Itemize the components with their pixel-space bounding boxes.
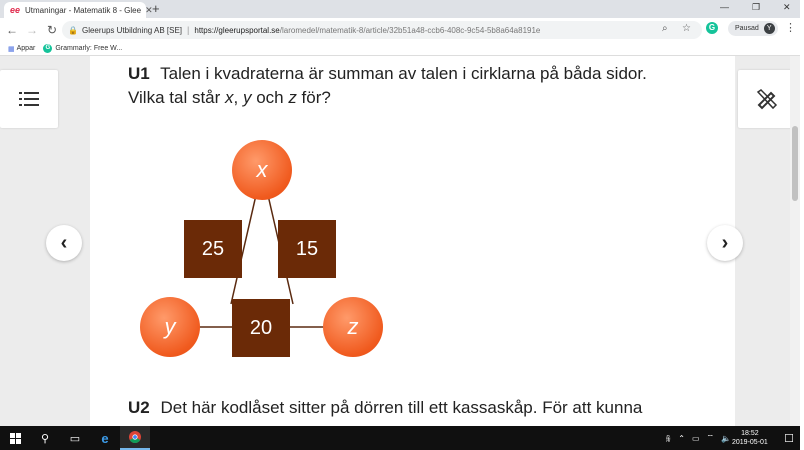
profile-status: Pausad bbox=[735, 25, 759, 32]
search-icon: ⚲ bbox=[40, 432, 50, 445]
variable-y: y bbox=[242, 88, 252, 107]
address-bar[interactable] bbox=[62, 21, 702, 39]
bookmarks-bar bbox=[0, 42, 800, 56]
clock-time: 18:52 bbox=[741, 430, 759, 437]
start-button[interactable] bbox=[0, 426, 30, 450]
chrome-taskbar-button[interactable] bbox=[120, 426, 150, 450]
tab-title: Utmaningar - Matematik 8 - Glee bbox=[25, 5, 142, 15]
separator: , bbox=[233, 88, 243, 107]
question-text: Vilka tal står bbox=[128, 88, 226, 107]
minimize-window-button[interactable]: — bbox=[720, 2, 729, 12]
search-button[interactable] bbox=[30, 426, 60, 450]
circle-z: z bbox=[323, 297, 383, 357]
chevron-right-icon: › bbox=[721, 231, 729, 254]
close-tab-icon[interactable]: ✕ bbox=[145, 4, 153, 15]
bookmark-grammarly[interactable] bbox=[43, 44, 122, 53]
chrome-icon bbox=[129, 431, 141, 443]
url-text[interactable] bbox=[194, 26, 540, 35]
scrollbar-thumb[interactable] bbox=[792, 126, 798, 201]
close-window-button[interactable]: ✕ bbox=[783, 2, 791, 12]
previous-page-button[interactable] bbox=[46, 225, 82, 261]
question-number: U1 bbox=[128, 64, 150, 83]
separator: och bbox=[251, 88, 289, 107]
battery-icon[interactable]: ▭ bbox=[691, 433, 700, 443]
tools-button[interactable] bbox=[738, 70, 796, 128]
circle-y: y bbox=[140, 297, 200, 357]
circle-x: x bbox=[232, 140, 292, 200]
site-favicon-icon: ee bbox=[10, 5, 21, 15]
network-icon[interactable]: ⌔ bbox=[706, 433, 715, 442]
task-view-button[interactable] bbox=[60, 426, 90, 450]
show-hidden-icons-icon[interactable]: ⌃ bbox=[678, 433, 685, 443]
page-viewport bbox=[0, 56, 800, 426]
windows-taskbar bbox=[0, 426, 800, 450]
new-tab-button[interactable]: + bbox=[152, 1, 160, 16]
hamburger-menu-icon bbox=[19, 91, 39, 107]
volume-icon[interactable]: 🔈 bbox=[721, 433, 732, 443]
bookmark-label: Grammarly: Free W... bbox=[55, 45, 123, 52]
bookmark-label: Appar bbox=[16, 45, 36, 52]
pencil-ruler-icon bbox=[755, 87, 779, 111]
clock-date: 2019-05-01 bbox=[732, 439, 768, 446]
box-20: 20 bbox=[232, 299, 290, 357]
windows-logo-icon bbox=[10, 433, 21, 444]
edge-icon: e bbox=[101, 430, 109, 446]
menu-button[interactable] bbox=[0, 70, 58, 128]
next-page-button[interactable] bbox=[707, 225, 743, 261]
grammarly-extension-icon[interactable]: G bbox=[706, 22, 718, 34]
grammarly-icon: G bbox=[43, 44, 52, 53]
profile-button[interactable] bbox=[728, 21, 778, 36]
vertical-scrollbar[interactable] bbox=[790, 56, 800, 426]
notification-icon: ☐ bbox=[784, 432, 794, 445]
task-view-icon: ▭ bbox=[69, 432, 81, 445]
article-content bbox=[90, 56, 735, 426]
notifications-button[interactable] bbox=[774, 426, 804, 450]
reload-button[interactable]: ↻ bbox=[46, 23, 58, 37]
bookmark-star-icon[interactable]: ☆ bbox=[682, 23, 691, 34]
box-25: 25 bbox=[184, 220, 242, 278]
avatar: Y bbox=[764, 23, 775, 34]
url-host: https://gleerupsportal.se bbox=[194, 25, 280, 35]
browser-tab-strip bbox=[0, 0, 800, 18]
browser-toolbar bbox=[0, 18, 800, 42]
back-button[interactable]: ← bbox=[6, 23, 18, 37]
people-icon[interactable]: ꆜ bbox=[665, 434, 672, 444]
lock-icon: 🔒 bbox=[68, 25, 78, 35]
apps-grid-icon: ▦ bbox=[8, 45, 14, 53]
browser-tab[interactable] bbox=[4, 2, 153, 18]
question-text: för? bbox=[296, 88, 331, 107]
edge-taskbar-button[interactable] bbox=[90, 426, 120, 450]
browser-menu-icon[interactable]: ⋮ bbox=[785, 22, 796, 34]
question-number: U2 bbox=[128, 398, 150, 417]
question-text: Det här kodlåset sitter på dörren till ett kassaskåp. För att kunna bbox=[160, 398, 643, 417]
site-identity[interactable]: Gleerups Utbildning AB [SE] bbox=[81, 25, 183, 35]
maximize-window-button[interactable]: ❐ bbox=[752, 2, 761, 12]
bookmark-apps[interactable] bbox=[8, 45, 35, 53]
url-separator: | bbox=[187, 25, 190, 35]
question-u2 bbox=[128, 396, 728, 420]
chevron-left-icon: ‹ bbox=[60, 231, 68, 254]
forward-button[interactable]: → bbox=[26, 23, 38, 37]
url-path: /laromedel/matematik-8/article/32b51a48-ccb6-408c-9c54-5b8a64a8191e bbox=[279, 25, 541, 35]
question-text: Talen i kvadraterna är summan av talen i cirklarna på båda sidor. bbox=[160, 64, 647, 83]
system-tray bbox=[665, 426, 738, 450]
box-15: 15 bbox=[278, 220, 336, 278]
variable-z: z bbox=[288, 88, 297, 107]
variable-x: x bbox=[225, 88, 234, 107]
zoom-icon[interactable]: ⌕ bbox=[662, 23, 668, 34]
taskbar-clock[interactable] bbox=[732, 429, 768, 447]
